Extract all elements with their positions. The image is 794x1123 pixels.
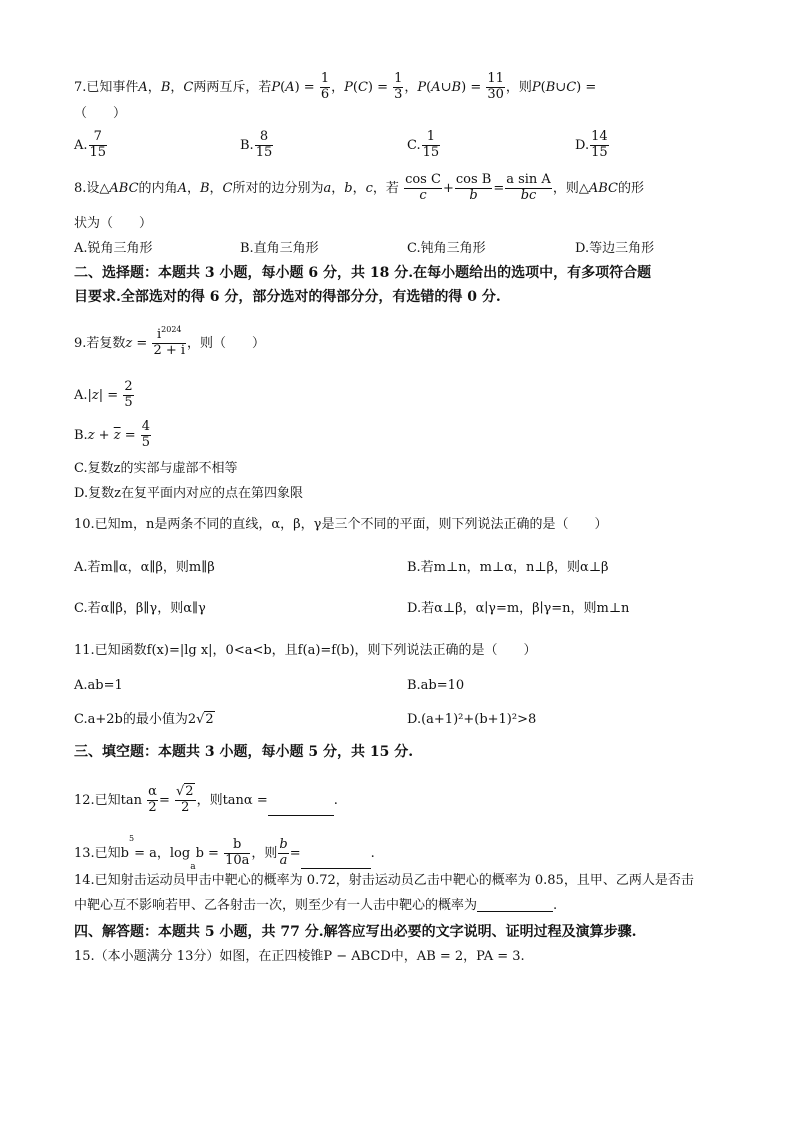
- q7-opt-c-den: 15: [422, 144, 440, 160]
- q13-sub: a: [190, 861, 196, 872]
- section3-heading: 三、填空题：本题共 3 小题，每小题 5 分，共 15 分.: [74, 744, 414, 760]
- q7-pab-num: 11: [487, 71, 504, 86]
- q15-stem: 15.（本小题满分 13分）如图，在正四棱锥P − ABCD中，AB = 2，PA = 3.: [74, 949, 525, 964]
- q9-option-a: A.|z| = $\frac{2}{5}$: [74, 379, 133, 410]
- q7-option-b: [240, 130, 274, 161]
- q7-option-c: [407, 130, 441, 161]
- q8-option-b: B.直角三角形: [240, 241, 319, 256]
- q12-suffix: ，则tanα =: [196, 792, 268, 808]
- q8-line2: 状为（ ）: [74, 216, 153, 231]
- q8-frac-cosc: [404, 173, 442, 204]
- q8-frac-asina: [505, 173, 552, 204]
- q11-option-a: A.ab=1: [74, 678, 123, 693]
- q8-mid5: 的形: [617, 180, 644, 196]
- q7-frac-pa: [320, 72, 330, 103]
- q7-opt-d-frac: [590, 130, 609, 161]
- q12-root-den: 2: [175, 800, 196, 816]
- q7-opt-d-num: 14: [591, 129, 608, 144]
- q8-prefix: 8.设△: [74, 180, 110, 196]
- q9-option-b: $B.z + \overline{z}$ = $\frac{4}{5}$: [74, 419, 151, 450]
- q9-opt-a-label: A.: [74, 387, 88, 403]
- q9-suffix: ，则（ ）: [187, 335, 266, 351]
- q11-opt-c-text: C.a+2b的最小值为2: [74, 712, 197, 727]
- q12-frac-root: [175, 785, 196, 816]
- q9-num-i: i: [156, 327, 162, 342]
- q12-prefix: 12.已知tan: [74, 792, 143, 808]
- q14-line2: [74, 899, 557, 912]
- q8-option-d: D.等边三角形: [575, 241, 655, 256]
- q7-opt-c-label: C.: [407, 137, 421, 153]
- q11-option-c: [74, 713, 215, 726]
- q10-option-b: B.若m⊥n，m⊥α，n⊥β，则α⊥β: [407, 560, 609, 575]
- q7-mid1: 两两互斥，若: [193, 79, 272, 95]
- q12-frac-alpha: [147, 785, 158, 816]
- q14-end: .: [553, 898, 558, 913]
- q14-line2-text: 中靶心互不影响若甲、乙各射击一次，则至少有一人击中靶心的概率为: [74, 898, 478, 913]
- sqrt-symbol: √: [196, 712, 205, 727]
- q9-exp: 2024: [161, 325, 182, 334]
- q10-stem: 10.已知m，n是两条不同的直线，α，β，γ是三个不同的平面，则下列说法正确的是（ ）: [74, 517, 608, 532]
- q13-num: b: [233, 837, 242, 852]
- q8-option-c: C.钝角三角形: [407, 241, 486, 256]
- q12-root-num: [175, 785, 196, 800]
- q9-opt-b-num: 4: [141, 419, 151, 434]
- q7-opt-a-den: 15: [89, 144, 107, 160]
- q7-opt-a-frac: [89, 130, 108, 161]
- q13-end: .: [370, 845, 375, 861]
- q8-den-c: c: [404, 188, 442, 204]
- q9-option-c: C.复数z的实部与虚部不相等: [74, 461, 238, 476]
- q7-frac-pc: [393, 72, 403, 103]
- q13-exp: 5: [129, 834, 135, 843]
- section2-heading-line1: 二、选择题：本题共 3 小题，每小题 6 分，共 18 分.在每小题给出的选项中，有多项符合题: [74, 265, 652, 281]
- q10-option-d: D.若α⊥β，α∣γ=m，β∣γ=n，则m⊥n: [407, 601, 630, 616]
- q7-opt-b-frac: [255, 130, 274, 161]
- q13-ba-den: a: [279, 852, 288, 868]
- q7-pab-den: 30: [487, 86, 504, 102]
- q12-answer-blank[interactable]: [268, 815, 334, 816]
- q7-opt-b-num: 8: [259, 129, 269, 144]
- q8-option-a: A.锐角三角形: [74, 241, 153, 256]
- q14-line1: 14.已知射击运动员甲击中靶心的概率为 0.72，射击运动员乙击中靶心的概率为 0.85，且甲、乙两人是否击: [74, 873, 694, 888]
- q8-cosc: cos C: [405, 172, 441, 187]
- q7-pc-num: 1: [394, 71, 403, 86]
- q11-option-d: D.(a+1)²+(b+1)²>8: [407, 712, 537, 727]
- q13-then: ，则: [251, 845, 278, 861]
- q7-then: ，则: [505, 79, 532, 95]
- q12-two: 2: [148, 799, 157, 815]
- q13-frac-ba: [278, 838, 288, 869]
- q9-opt-a-den: 5: [124, 394, 133, 410]
- q8-mid1: 的内角: [138, 180, 178, 196]
- q7-option-a: [74, 130, 108, 161]
- q7-opt-a-label: A.: [74, 137, 88, 153]
- sqrt-symbol: √: [175, 784, 185, 799]
- q13-prefix: 13.已知b: [74, 845, 129, 861]
- q7-pc-den: 3: [394, 86, 403, 102]
- q13-frac: [224, 838, 250, 869]
- q7-opt-a-num: 7: [93, 129, 102, 144]
- q7-frac-pab: [486, 72, 505, 103]
- q10-option-c: C.若α∥β，β∥γ，则α∥γ: [74, 601, 206, 616]
- q8-cosb: cos B: [455, 172, 492, 187]
- q7-pa-den: 6: [320, 86, 330, 102]
- q8-mid3: ，若: [372, 180, 399, 196]
- q13-b: b =: [195, 845, 219, 861]
- q7-opt-d-den: 15: [591, 144, 608, 160]
- q7-opt-c-num: 1: [426, 129, 436, 144]
- q13-eq: = a，log: [134, 845, 191, 861]
- q12-stem: 12.已知tan $\frac{\alpha}{2}$ = $\frac{√2}{2}$ ，则tanα = .: [74, 784, 338, 815]
- q11-option-b: B.ab=10: [407, 678, 465, 693]
- q7-option-d: [575, 130, 610, 161]
- q8-den-bc: bc: [505, 188, 552, 204]
- q8-den-b: b: [455, 188, 492, 204]
- q9-den: 2 + i: [153, 342, 186, 358]
- section2-heading-line2: 目要求.全部选对的得 6 分，部分选对的得部分分，有选错的得 0 分.: [74, 289, 501, 305]
- q7-prefix: 7.已知事件: [74, 79, 139, 95]
- q7-opt-c-frac: [422, 130, 441, 161]
- q8-mid2: 所对的边分别为: [232, 180, 324, 196]
- q8-mid4: ，则△: [552, 180, 589, 196]
- q7-bracket: （ ）: [74, 106, 127, 121]
- q9-frac: [152, 325, 186, 359]
- q9-opt-b-frac: [141, 420, 151, 451]
- q7-opt-b-den: 15: [255, 144, 273, 160]
- q9-stem: 9.若复数z = $\frac{i^{2024}}{2 + i}$ ，则（ ）: [74, 325, 266, 358]
- q13-stem: 13.已知$b^5= a$，$\log_ab$ = $\frac{b}{10a}$ ，则 $\frac{b}{a}$ = .: [74, 834, 375, 872]
- q13-den: 10a: [225, 852, 250, 868]
- q8-frac-cosb: [455, 173, 492, 204]
- section4-heading: 四、解答题：本题共 5 小题，共 77 分.解答应写出必要的文字说明、证明过程及演算步骤.: [74, 924, 637, 940]
- q9-option-d: D.复数z在复平面内对应的点在第四象限: [74, 486, 303, 501]
- q9-prefix: 9.若复数: [74, 335, 126, 351]
- q10-option-a: A.若m∥α，α∥β，则m∥β: [74, 560, 215, 575]
- q12-alpha: α: [148, 784, 157, 799]
- q11-opt-c-root: 2: [205, 712, 214, 727]
- q8-asina: a sin A: [506, 172, 551, 187]
- q9-opt-a-frac: [123, 380, 133, 411]
- q9-opt-b-label: B.: [74, 427, 88, 443]
- q14-answer-blank[interactable]: [477, 911, 553, 912]
- q9-num: [152, 325, 186, 343]
- q13-ba-num: b: [279, 837, 288, 852]
- q9-opt-a-num: 2: [124, 379, 133, 394]
- q9-opt-b-den: 5: [141, 434, 151, 450]
- q7-stem: 7.已知事件A，B，C两两互斥，若P(A) = $\frac{1}{6}$ ，P(C) = $\frac{1}{3}$ ，P(A∪B) = $\frac{11}{30}$ ，则P(B∪C) =: [74, 71, 597, 102]
- q7-pa-num: 1: [320, 71, 330, 86]
- q11-stem: 11.已知函数f(x)=|lg x|，0<a<b，且f(a)=f(b)，则下列说法正确的是（ ）: [74, 643, 537, 658]
- q12-end: .: [333, 792, 338, 808]
- q7-opt-b-label: B.: [240, 137, 254, 153]
- q7-opt-d-label: D.: [575, 137, 590, 153]
- q12-root: 2: [185, 784, 194, 799]
- q8-stem: 8.设△ABC的内角A，B，C所对的边分别为a，b，c，若 $\frac{\text{cos C}}{c}$ + $\frac{\text{cos B}}{b}$ = $\frac{\text{a sin A}}{bc}$ ，则△ABC的形: [74, 172, 644, 203]
- q13-answer-blank[interactable]: [301, 868, 371, 869]
